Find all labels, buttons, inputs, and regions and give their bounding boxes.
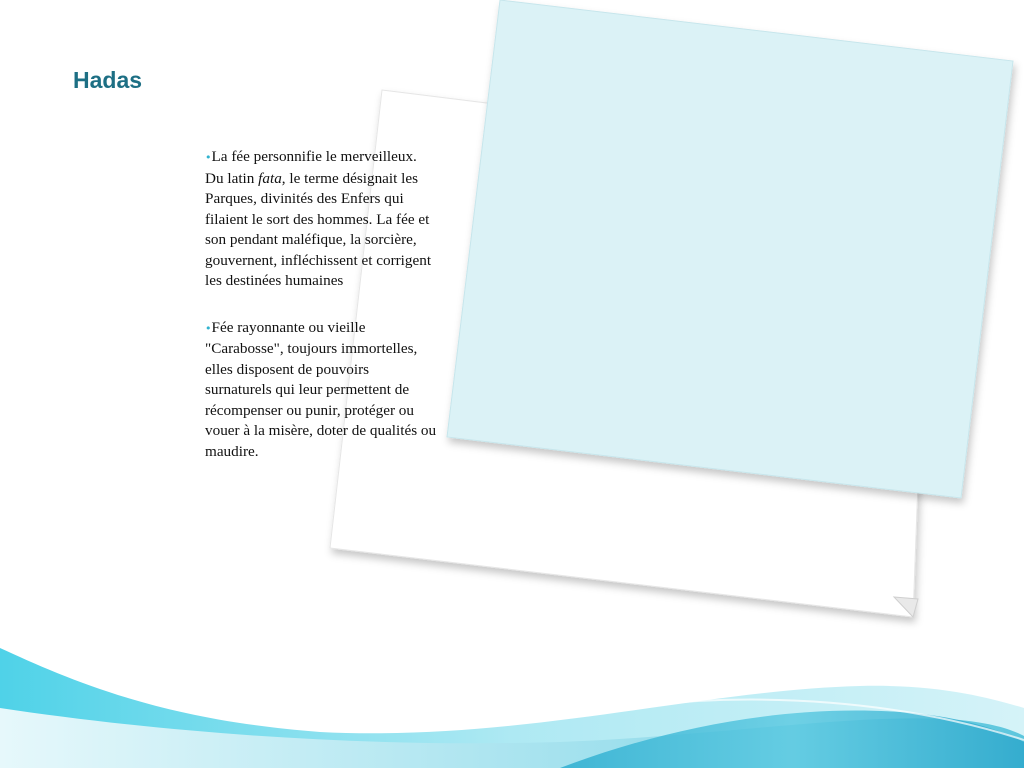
slide-title: Hadas xyxy=(73,67,143,93)
bullet-text-italic: fata xyxy=(258,169,282,187)
bullet-text-start: La fée personnifie le merveilleux. Du latin xyxy=(205,148,417,187)
bullet-marker: • xyxy=(205,321,212,335)
photo-frame xyxy=(447,0,1013,498)
bullet-text-end: , le terme désignait les Parques, divinités des Enfers qui filaient le sort des hommes. La fée et son pendant maléfique, la sorcière, gouvernent, infléchissent et corrigent les destinées humaines xyxy=(205,169,432,289)
bullet-item xyxy=(205,147,437,292)
bottom-wave xyxy=(0,648,1024,768)
bullet-text: Fée rayonnante ou vieille "Carabosse", toujours immortelles, elles disposent de pouvoirs surnaturels qui leur permettent de récompenser ou punir, protéger ou vouer à la misère, doter de qualités ou maudire. xyxy=(205,318,437,460)
bullet-item xyxy=(205,318,437,463)
bullet-list xyxy=(205,147,437,488)
bullet-marker: • xyxy=(205,151,212,164)
